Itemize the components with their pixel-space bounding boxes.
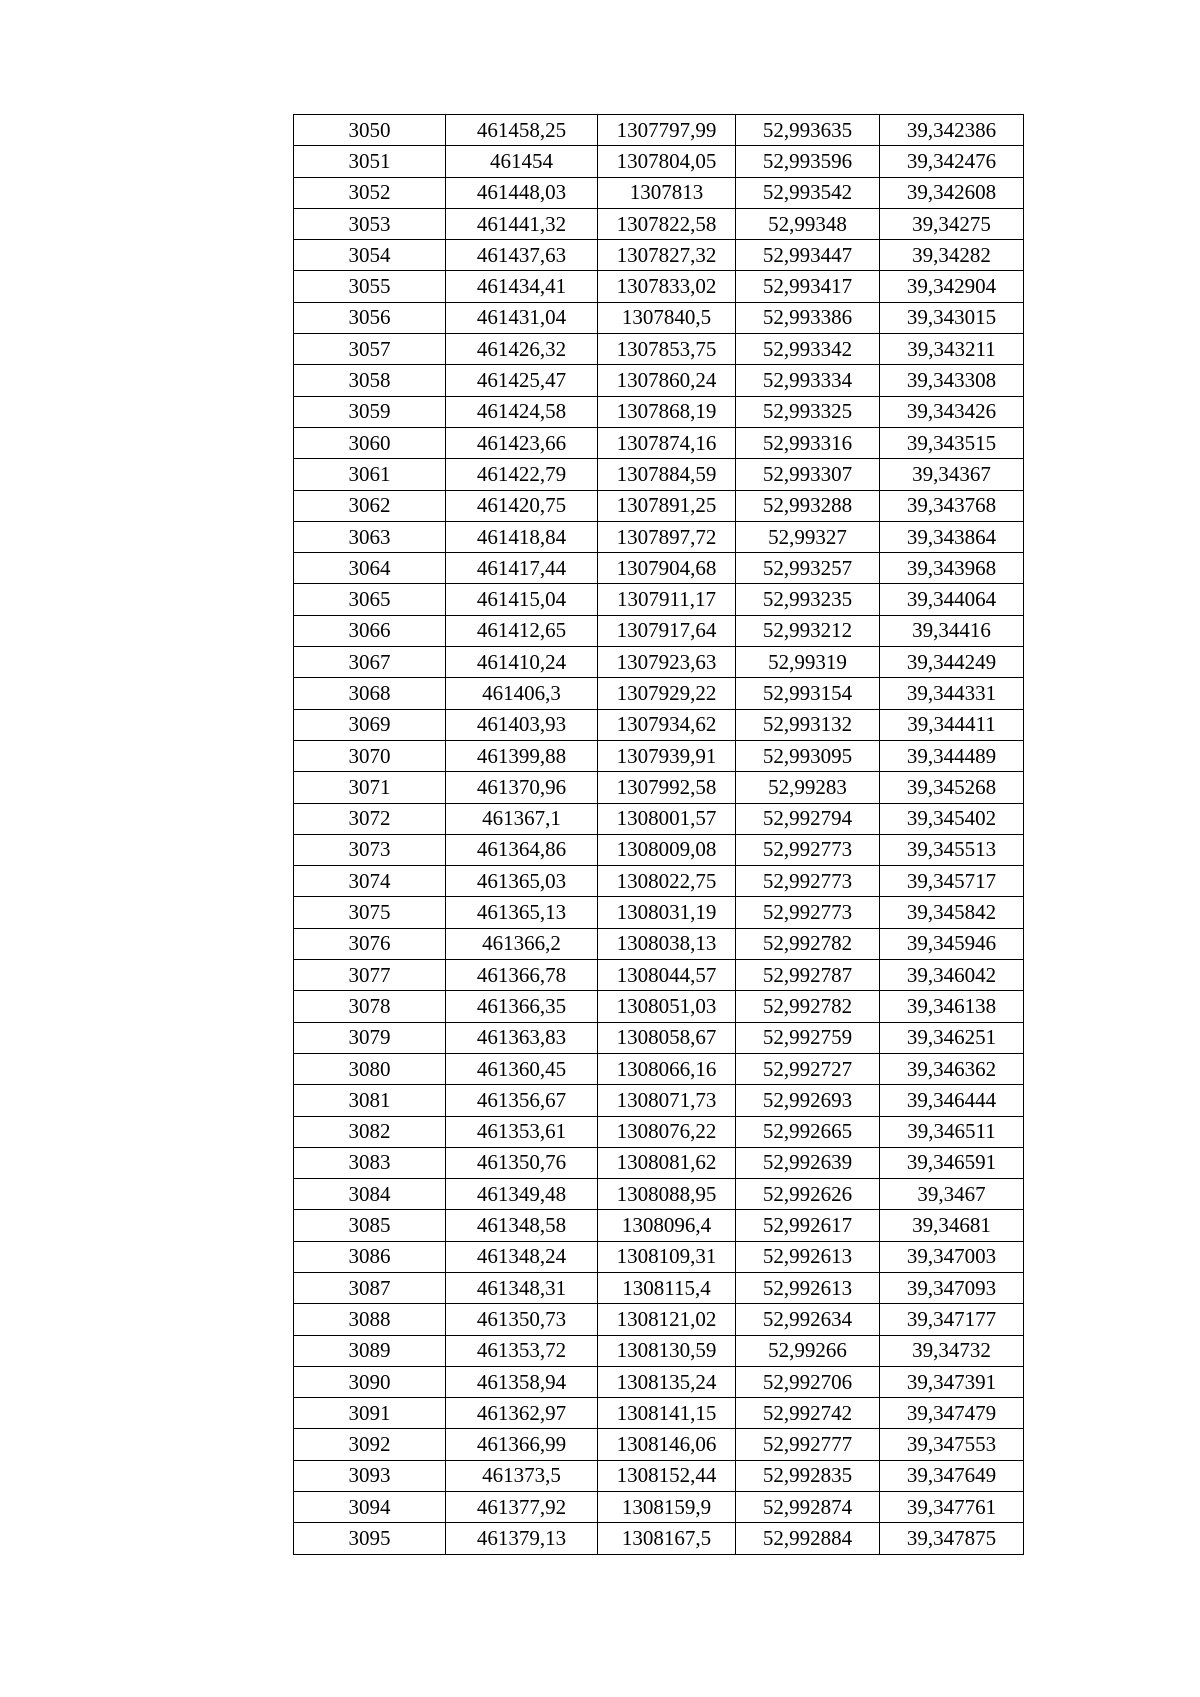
point-number-cell: 3091 (294, 1398, 446, 1429)
y-coordinate-cell: 1308001,57 (598, 803, 736, 834)
y-coordinate-cell: 1308159,9 (598, 1492, 736, 1523)
y-coordinate-cell: 1307884,59 (598, 459, 736, 490)
x-coordinate-cell: 461366,78 (446, 960, 598, 991)
y-coordinate-cell: 1308009,08 (598, 834, 736, 865)
table-row (294, 1366, 1024, 1397)
longitude-cell: 39,345717 (880, 866, 1024, 897)
table-row (294, 1210, 1024, 1241)
table-row (294, 427, 1024, 458)
latitude-cell: 52,992639 (736, 1147, 880, 1178)
longitude-cell: 39,347479 (880, 1398, 1024, 1429)
table-row (294, 991, 1024, 1022)
y-coordinate-cell: 1308115,4 (598, 1272, 736, 1303)
table-row (294, 1179, 1024, 1210)
point-number-cell: 3063 (294, 521, 446, 552)
latitude-cell: 52,993386 (736, 302, 880, 333)
point-number-cell: 3055 (294, 271, 446, 302)
table-row (294, 177, 1024, 208)
x-coordinate-cell: 461364,86 (446, 834, 598, 865)
table-row (294, 647, 1024, 678)
table-row (294, 146, 1024, 177)
longitude-cell: 39,342386 (880, 115, 1024, 146)
x-coordinate-cell: 461365,03 (446, 866, 598, 897)
point-number-cell: 3093 (294, 1460, 446, 1491)
y-coordinate-cell: 1307917,64 (598, 615, 736, 646)
table-row (294, 553, 1024, 584)
y-coordinate-cell: 1307891,25 (598, 490, 736, 521)
longitude-cell: 39,347093 (880, 1272, 1024, 1303)
longitude-cell: 39,342904 (880, 271, 1024, 302)
longitude-cell: 39,346444 (880, 1085, 1024, 1116)
longitude-cell: 39,346042 (880, 960, 1024, 991)
longitude-cell: 39,342608 (880, 177, 1024, 208)
latitude-cell: 52,992773 (736, 834, 880, 865)
x-coordinate-cell: 461458,25 (446, 115, 598, 146)
table-row (294, 1241, 1024, 1272)
y-coordinate-cell: 1307804,05 (598, 146, 736, 177)
longitude-cell: 39,3467 (880, 1179, 1024, 1210)
y-coordinate-cell: 1308141,15 (598, 1398, 736, 1429)
longitude-cell: 39,346511 (880, 1116, 1024, 1147)
longitude-cell: 39,347761 (880, 1492, 1024, 1523)
longitude-cell: 39,345268 (880, 772, 1024, 803)
x-coordinate-cell: 461365,13 (446, 897, 598, 928)
point-number-cell: 3092 (294, 1429, 446, 1460)
x-coordinate-cell: 461362,97 (446, 1398, 598, 1429)
latitude-cell: 52,992794 (736, 803, 880, 834)
point-number-cell: 3077 (294, 960, 446, 991)
latitude-cell: 52,992613 (736, 1272, 880, 1303)
y-coordinate-cell: 1307797,99 (598, 115, 736, 146)
y-coordinate-cell: 1308031,19 (598, 897, 736, 928)
y-coordinate-cell: 1308038,13 (598, 928, 736, 959)
table-row (294, 1304, 1024, 1335)
point-number-cell: 3089 (294, 1335, 446, 1366)
table-row (294, 1460, 1024, 1491)
latitude-cell: 52,992759 (736, 1022, 880, 1053)
table-row (294, 1022, 1024, 1053)
table-row (294, 396, 1024, 427)
longitude-cell: 39,347003 (880, 1241, 1024, 1272)
table-row (294, 709, 1024, 740)
latitude-cell: 52,992874 (736, 1492, 880, 1523)
table-row (294, 1085, 1024, 1116)
point-number-cell: 3090 (294, 1366, 446, 1397)
table-row (294, 834, 1024, 865)
x-coordinate-cell: 461348,58 (446, 1210, 598, 1241)
table-row (294, 302, 1024, 333)
x-coordinate-cell: 461363,83 (446, 1022, 598, 1053)
longitude-cell: 39,34681 (880, 1210, 1024, 1241)
longitude-cell: 39,344411 (880, 709, 1024, 740)
y-coordinate-cell: 1308044,57 (598, 960, 736, 991)
point-number-cell: 3064 (294, 553, 446, 584)
x-coordinate-cell: 461349,48 (446, 1179, 598, 1210)
table-row (294, 240, 1024, 271)
y-coordinate-cell: 1307840,5 (598, 302, 736, 333)
point-number-cell: 3051 (294, 146, 446, 177)
point-number-cell: 3080 (294, 1053, 446, 1084)
table-row (294, 1335, 1024, 1366)
latitude-cell: 52,993342 (736, 334, 880, 365)
latitude-cell: 52,993132 (736, 709, 880, 740)
x-coordinate-cell: 461426,32 (446, 334, 598, 365)
point-number-cell: 3079 (294, 1022, 446, 1053)
table-row (294, 271, 1024, 302)
y-coordinate-cell: 1307911,17 (598, 584, 736, 615)
table-row (294, 960, 1024, 991)
longitude-cell: 39,346138 (880, 991, 1024, 1022)
x-coordinate-cell: 461424,58 (446, 396, 598, 427)
coordinates-table (293, 114, 1024, 1555)
point-number-cell: 3083 (294, 1147, 446, 1178)
x-coordinate-cell: 461417,44 (446, 553, 598, 584)
table-row (294, 1523, 1024, 1554)
point-number-cell: 3068 (294, 678, 446, 709)
latitude-cell: 52,992727 (736, 1053, 880, 1084)
table-row (294, 1116, 1024, 1147)
x-coordinate-cell: 461437,63 (446, 240, 598, 271)
table-row (294, 740, 1024, 771)
table-row (294, 1147, 1024, 1178)
x-coordinate-cell: 461358,94 (446, 1366, 598, 1397)
latitude-cell: 52,99327 (736, 521, 880, 552)
longitude-cell: 39,345946 (880, 928, 1024, 959)
x-coordinate-cell: 461367,1 (446, 803, 598, 834)
longitude-cell: 39,347875 (880, 1523, 1024, 1554)
point-number-cell: 3050 (294, 115, 446, 146)
point-number-cell: 3072 (294, 803, 446, 834)
table-row (294, 1398, 1024, 1429)
point-number-cell: 3058 (294, 365, 446, 396)
x-coordinate-cell: 461399,88 (446, 740, 598, 771)
y-coordinate-cell: 1307992,58 (598, 772, 736, 803)
latitude-cell: 52,993417 (736, 271, 880, 302)
longitude-cell: 39,343768 (880, 490, 1024, 521)
table-row (294, 928, 1024, 959)
point-number-cell: 3066 (294, 615, 446, 646)
x-coordinate-cell: 461415,04 (446, 584, 598, 615)
y-coordinate-cell: 1307868,19 (598, 396, 736, 427)
latitude-cell: 52,992787 (736, 960, 880, 991)
table-row (294, 615, 1024, 646)
latitude-cell: 52,99283 (736, 772, 880, 803)
x-coordinate-cell: 461420,75 (446, 490, 598, 521)
longitude-cell: 39,343864 (880, 521, 1024, 552)
point-number-cell: 3082 (294, 1116, 446, 1147)
x-coordinate-cell: 461366,99 (446, 1429, 598, 1460)
x-coordinate-cell: 461350,73 (446, 1304, 598, 1335)
point-number-cell: 3067 (294, 647, 446, 678)
point-number-cell: 3081 (294, 1085, 446, 1116)
longitude-cell: 39,343968 (880, 553, 1024, 584)
longitude-cell: 39,347553 (880, 1429, 1024, 1460)
point-number-cell: 3065 (294, 584, 446, 615)
point-number-cell: 3070 (294, 740, 446, 771)
latitude-cell: 52,993635 (736, 115, 880, 146)
x-coordinate-cell: 461448,03 (446, 177, 598, 208)
y-coordinate-cell: 1307874,16 (598, 427, 736, 458)
y-coordinate-cell: 1307929,22 (598, 678, 736, 709)
x-coordinate-cell: 461377,92 (446, 1492, 598, 1523)
y-coordinate-cell: 1308022,75 (598, 866, 736, 897)
point-number-cell: 3076 (294, 928, 446, 959)
latitude-cell: 52,992773 (736, 897, 880, 928)
latitude-cell: 52,992706 (736, 1366, 880, 1397)
latitude-cell: 52,992613 (736, 1241, 880, 1272)
y-coordinate-cell: 1308109,31 (598, 1241, 736, 1272)
latitude-cell: 52,993307 (736, 459, 880, 490)
latitude-cell: 52,992617 (736, 1210, 880, 1241)
table-row (294, 803, 1024, 834)
y-coordinate-cell: 1307827,32 (598, 240, 736, 271)
latitude-cell: 52,993257 (736, 553, 880, 584)
table-row (294, 678, 1024, 709)
table-row (294, 1429, 1024, 1460)
y-coordinate-cell: 1308058,67 (598, 1022, 736, 1053)
latitude-cell: 52,992693 (736, 1085, 880, 1116)
latitude-cell: 52,992884 (736, 1523, 880, 1554)
y-coordinate-cell: 1308076,22 (598, 1116, 736, 1147)
y-coordinate-cell: 1308096,4 (598, 1210, 736, 1241)
x-coordinate-cell: 461431,04 (446, 302, 598, 333)
x-coordinate-cell: 461403,93 (446, 709, 598, 740)
x-coordinate-cell: 461410,24 (446, 647, 598, 678)
y-coordinate-cell: 1307833,02 (598, 271, 736, 302)
longitude-cell: 39,34275 (880, 208, 1024, 239)
y-coordinate-cell: 1308167,5 (598, 1523, 736, 1554)
longitude-cell: 39,344489 (880, 740, 1024, 771)
table-row (294, 115, 1024, 146)
longitude-cell: 39,344249 (880, 647, 1024, 678)
latitude-cell: 52,993212 (736, 615, 880, 646)
point-number-cell: 3061 (294, 459, 446, 490)
latitude-cell: 52,992777 (736, 1429, 880, 1460)
x-coordinate-cell: 461412,65 (446, 615, 598, 646)
table-row (294, 897, 1024, 928)
table-row (294, 521, 1024, 552)
x-coordinate-cell: 461373,5 (446, 1460, 598, 1491)
point-number-cell: 3054 (294, 240, 446, 271)
longitude-cell: 39,346251 (880, 1022, 1024, 1053)
longitude-cell: 39,344064 (880, 584, 1024, 615)
y-coordinate-cell: 1307853,75 (598, 334, 736, 365)
x-coordinate-cell: 461454 (446, 146, 598, 177)
y-coordinate-cell: 1307923,63 (598, 647, 736, 678)
point-number-cell: 3071 (294, 772, 446, 803)
x-coordinate-cell: 461348,31 (446, 1272, 598, 1303)
longitude-cell: 39,345402 (880, 803, 1024, 834)
longitude-cell: 39,343211 (880, 334, 1024, 365)
longitude-cell: 39,34732 (880, 1335, 1024, 1366)
point-number-cell: 3062 (294, 490, 446, 521)
longitude-cell: 39,346591 (880, 1147, 1024, 1178)
latitude-cell: 52,99266 (736, 1335, 880, 1366)
y-coordinate-cell: 1308081,62 (598, 1147, 736, 1178)
point-number-cell: 3056 (294, 302, 446, 333)
x-coordinate-cell: 461360,45 (446, 1053, 598, 1084)
table-row (294, 490, 1024, 521)
latitude-cell: 52,992742 (736, 1398, 880, 1429)
latitude-cell: 52,99319 (736, 647, 880, 678)
point-number-cell: 3088 (294, 1304, 446, 1335)
table-row (294, 1272, 1024, 1303)
latitude-cell: 52,993447 (736, 240, 880, 271)
point-number-cell: 3074 (294, 866, 446, 897)
latitude-cell: 52,993095 (736, 740, 880, 771)
longitude-cell: 39,34282 (880, 240, 1024, 271)
y-coordinate-cell: 1307897,72 (598, 521, 736, 552)
y-coordinate-cell: 1307934,62 (598, 709, 736, 740)
point-number-cell: 3086 (294, 1241, 446, 1272)
x-coordinate-cell: 461425,47 (446, 365, 598, 396)
latitude-cell: 52,992773 (736, 866, 880, 897)
longitude-cell: 39,346362 (880, 1053, 1024, 1084)
latitude-cell: 52,992782 (736, 928, 880, 959)
table-row (294, 866, 1024, 897)
longitude-cell: 39,343015 (880, 302, 1024, 333)
point-number-cell: 3075 (294, 897, 446, 928)
x-coordinate-cell: 461366,2 (446, 928, 598, 959)
x-coordinate-cell: 461353,72 (446, 1335, 598, 1366)
x-coordinate-cell: 461348,24 (446, 1241, 598, 1272)
point-number-cell: 3059 (294, 396, 446, 427)
y-coordinate-cell: 1307822,58 (598, 208, 736, 239)
latitude-cell: 52,993542 (736, 177, 880, 208)
coordinates-table-body (294, 115, 1024, 1555)
longitude-cell: 39,343426 (880, 396, 1024, 427)
longitude-cell: 39,345513 (880, 834, 1024, 865)
longitude-cell: 39,347391 (880, 1366, 1024, 1397)
latitude-cell: 52,992835 (736, 1460, 880, 1491)
latitude-cell: 52,993154 (736, 678, 880, 709)
x-coordinate-cell: 461366,35 (446, 991, 598, 1022)
latitude-cell: 52,992626 (736, 1179, 880, 1210)
table-row (294, 1053, 1024, 1084)
latitude-cell: 52,993596 (736, 146, 880, 177)
table-row (294, 334, 1024, 365)
table-row (294, 459, 1024, 490)
point-number-cell: 3052 (294, 177, 446, 208)
y-coordinate-cell: 1307860,24 (598, 365, 736, 396)
latitude-cell: 52,993325 (736, 396, 880, 427)
y-coordinate-cell: 1308051,03 (598, 991, 736, 1022)
point-number-cell: 3085 (294, 1210, 446, 1241)
x-coordinate-cell: 461406,3 (446, 678, 598, 709)
x-coordinate-cell: 461418,84 (446, 521, 598, 552)
latitude-cell: 52,99348 (736, 208, 880, 239)
y-coordinate-cell: 1308071,73 (598, 1085, 736, 1116)
latitude-cell: 52,992665 (736, 1116, 880, 1147)
y-coordinate-cell: 1307939,91 (598, 740, 736, 771)
y-coordinate-cell: 1308088,95 (598, 1179, 736, 1210)
x-coordinate-cell: 461441,32 (446, 208, 598, 239)
point-number-cell: 3087 (294, 1272, 446, 1303)
point-number-cell: 3053 (294, 208, 446, 239)
longitude-cell: 39,34367 (880, 459, 1024, 490)
x-coordinate-cell: 461422,79 (446, 459, 598, 490)
latitude-cell: 52,992782 (736, 991, 880, 1022)
point-number-cell: 3069 (294, 709, 446, 740)
x-coordinate-cell: 461423,66 (446, 427, 598, 458)
y-coordinate-cell: 1308130,59 (598, 1335, 736, 1366)
longitude-cell: 39,344331 (880, 678, 1024, 709)
longitude-cell: 39,347177 (880, 1304, 1024, 1335)
point-number-cell: 3060 (294, 427, 446, 458)
x-coordinate-cell: 461370,96 (446, 772, 598, 803)
latitude-cell: 52,993288 (736, 490, 880, 521)
latitude-cell: 52,993334 (736, 365, 880, 396)
point-number-cell: 3057 (294, 334, 446, 365)
longitude-cell: 39,34416 (880, 615, 1024, 646)
x-coordinate-cell: 461353,61 (446, 1116, 598, 1147)
latitude-cell: 52,993235 (736, 584, 880, 615)
y-coordinate-cell: 1308146,06 (598, 1429, 736, 1460)
longitude-cell: 39,347649 (880, 1460, 1024, 1491)
x-coordinate-cell: 461356,67 (446, 1085, 598, 1116)
longitude-cell: 39,343515 (880, 427, 1024, 458)
y-coordinate-cell: 1308066,16 (598, 1053, 736, 1084)
longitude-cell: 39,343308 (880, 365, 1024, 396)
x-coordinate-cell: 461379,13 (446, 1523, 598, 1554)
y-coordinate-cell: 1308135,24 (598, 1366, 736, 1397)
point-number-cell: 3073 (294, 834, 446, 865)
x-coordinate-cell: 461434,41 (446, 271, 598, 302)
latitude-cell: 52,992634 (736, 1304, 880, 1335)
y-coordinate-cell: 1307904,68 (598, 553, 736, 584)
point-number-cell: 3078 (294, 991, 446, 1022)
table-row (294, 1492, 1024, 1523)
y-coordinate-cell: 1308152,44 (598, 1460, 736, 1491)
table-row (294, 208, 1024, 239)
longitude-cell: 39,345842 (880, 897, 1024, 928)
y-coordinate-cell: 1308121,02 (598, 1304, 736, 1335)
table-row (294, 365, 1024, 396)
latitude-cell: 52,993316 (736, 427, 880, 458)
longitude-cell: 39,342476 (880, 146, 1024, 177)
point-number-cell: 3084 (294, 1179, 446, 1210)
table-row (294, 584, 1024, 615)
table-row (294, 772, 1024, 803)
point-number-cell: 3094 (294, 1492, 446, 1523)
x-coordinate-cell: 461350,76 (446, 1147, 598, 1178)
point-number-cell: 3095 (294, 1523, 446, 1554)
y-coordinate-cell: 1307813 (598, 177, 736, 208)
